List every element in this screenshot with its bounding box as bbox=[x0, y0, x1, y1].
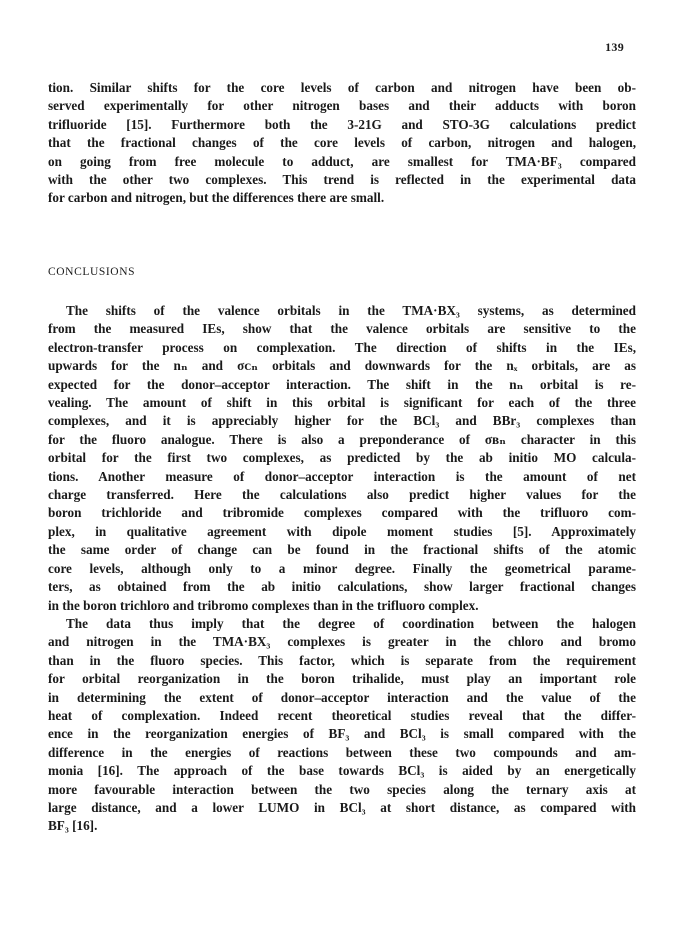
text-line: BF₃ [16]. bbox=[48, 818, 98, 834]
top-paragraph bbox=[48, 79, 636, 208]
text-line: and nitrogen in the TMA·BX₃ complexes is greater in the chloro and bromo bbox=[48, 634, 636, 650]
text-line: than in the fluoro species. This factor, which is separate from the requirement bbox=[48, 652, 636, 668]
text-line: The data thus imply that the degree of coordination between the halogen bbox=[66, 615, 636, 631]
text-line: monia [16]. The approach of the base towards BCl₃ is aided by an energetically bbox=[48, 763, 636, 779]
text-line: in determining the extent of donor–acceptor interaction and the value of the bbox=[48, 689, 636, 705]
text-line: expected for the donor–acceptor interaction. The shift in the nₙ orbital is re- bbox=[48, 376, 636, 392]
text-line: boron trichloride and tribromide complexes compared with the trifluoro com- bbox=[48, 505, 636, 521]
text-line: served experimentally for other nitrogen bases and their adducts with boron bbox=[48, 98, 636, 114]
text-line: complexes, and it is appreciably higher for the BCl₃ and BBr₃ complexes than bbox=[48, 413, 636, 429]
conclusions-paragraph-1 bbox=[48, 302, 636, 615]
text-line: tion. Similar shifts for the core levels of carbon and nitrogen have been ob- bbox=[48, 80, 636, 95]
text-line: heat of complexation. Indeed recent theoretical studies reveal that the differ- bbox=[48, 707, 636, 723]
text-line: ters, as obtained from the ab initio calculations, show larger fractional changes bbox=[48, 579, 636, 595]
text-line: plex, in qualitative agreement with dipole moment studies [5]. Approximately bbox=[48, 523, 636, 539]
text-line: electron-transfer process on complexation. The direction of shifts in the IEs, bbox=[48, 339, 636, 355]
page-number: 139 bbox=[605, 40, 624, 54]
text-line: trifluoride [15]. Furthermore both the 3-21G and STO-3G calculations predict bbox=[48, 116, 636, 132]
text-line: more favourable interaction between the two species along the ternary axis at bbox=[48, 781, 636, 797]
section-heading-conclusions: CONCLUSIONS bbox=[48, 266, 136, 278]
text-line: upwards for the nₙ and σᴄₙ orbitals and downwards for the nₓ orbitals, are as bbox=[48, 358, 636, 374]
text-line: with the other two complexes. This trend is reflected in the experimental data bbox=[48, 172, 636, 188]
text-line: charge transferred. Here the calculations also predict higher values for the bbox=[48, 487, 636, 503]
text-line: vealing. The amount of shift in this orbital is significant for each of the three bbox=[48, 395, 636, 411]
text-line: for the fluoro analogue. There is also a preponderance of σʙₙ character in this bbox=[48, 431, 636, 447]
text-line: on going from free molecule to adduct, are smallest for TMA·BF₃ compared bbox=[48, 153, 636, 169]
text-line: The shifts of the valence orbitals in the TMA·BX₃ systems, as determined bbox=[66, 303, 636, 318]
paragraph bbox=[48, 79, 636, 208]
text-line: that the fractional changes of the core levels of carbon, nitrogen and halogen, bbox=[48, 135, 636, 151]
text-line: ence in the reorganization energies of BF₃ and BCl₃ is small compared with the bbox=[48, 726, 636, 742]
text-line: orbital for the first two complexes, as predicted by the ab initio MO calcula- bbox=[48, 450, 636, 466]
text-line: tions. Another measure of donor–acceptor interaction is the amount of net bbox=[48, 468, 636, 484]
text-line: core levels, although only to a minor degree. Finally the geometrical parame- bbox=[48, 560, 636, 576]
text-line: for orbital reorganization in the boron trihalide, must play an important role bbox=[48, 671, 636, 687]
text-line: the same order of change can be found in the fractional shifts of the atomic bbox=[48, 542, 636, 558]
conclusions-section bbox=[48, 302, 636, 836]
text-line: from the measured IEs, show that the valence orbitals are sensitive to the bbox=[48, 321, 636, 337]
text-line: large distance, and a lower LUMO in BCl₃ at short distance, as compared with bbox=[48, 799, 636, 815]
conclusions-paragraph-2 bbox=[48, 615, 636, 836]
text-line: in the boron trichloro and tribromo complexes than in the trifluoro complex. bbox=[48, 597, 479, 613]
text-line: difference in the energies of reactions between these two compounds and am- bbox=[48, 744, 636, 760]
text-line: for carbon and nitrogen, but the differences there are small. bbox=[48, 190, 385, 206]
